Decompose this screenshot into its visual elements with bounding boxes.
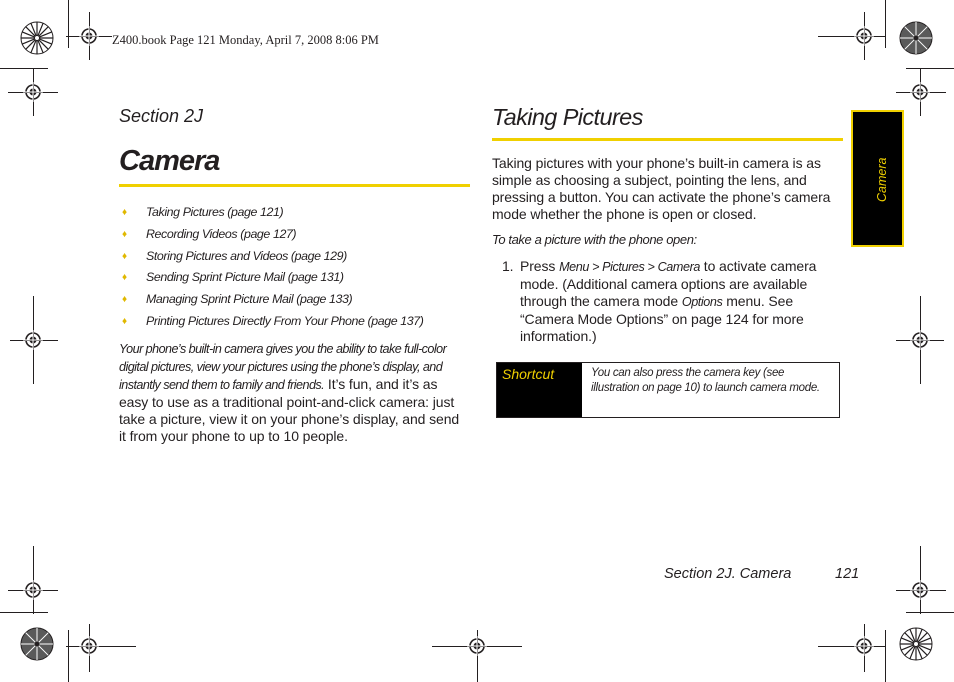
registration-target-icon (910, 82, 930, 102)
star-target-icon (20, 627, 54, 661)
diamond-bullet-icon: ♦ (122, 228, 127, 240)
registration-target-icon (910, 330, 930, 350)
side-tab-label: Camera (875, 157, 889, 202)
chapter-side-tab (851, 110, 904, 247)
registration-target-icon (854, 636, 874, 656)
step-text: to activate camera mode. (Additional camera options are available through the camera mode (520, 258, 817, 309)
footer-section: Section 2J. Camera (664, 566, 792, 582)
star-target-icon (899, 21, 933, 55)
toc-entry: Printing Pictures Directly From Your Phone (page 137) (146, 313, 424, 328)
menu-path: Menu > Pictures > Camera (559, 260, 700, 274)
print-header-stamp: Z400.book Page 121 Monday, April 7, 2008 8:06 PM (112, 33, 379, 47)
shortcut-callout (496, 362, 840, 418)
step-text-end: menu. See “Camera Mode Options” on page 124 for more information.) (520, 293, 804, 344)
page-number: 121 (835, 566, 860, 582)
list-item[interactable] (119, 224, 470, 246)
shortcut-text: You can also press the camera key (see illustration on page 10) to launch camera mode. (591, 367, 820, 394)
section-label: Section 2J (119, 106, 204, 126)
intro-lead: Your phone’s built-in camera gives you the ability to take full-color digital pictures, view your pictures using the phone’s display, and instantly send them to family and friends. (119, 342, 447, 392)
topic-rule (492, 138, 843, 141)
registration-target-icon (79, 636, 99, 656)
diamond-bullet-icon: ♦ (122, 207, 127, 218)
chapter-contents-list (119, 202, 470, 333)
star-target-icon (899, 627, 933, 661)
intro-paragraph (119, 340, 463, 445)
diamond-bullet-icon: ♦ (122, 250, 127, 262)
registration-target-icon (23, 580, 43, 600)
registration-target-icon (23, 82, 43, 102)
list-item[interactable] (119, 246, 470, 268)
topic-title: Taking Pictures (492, 104, 643, 130)
registration-target-icon (910, 580, 930, 600)
title-rule (119, 184, 470, 187)
list-item[interactable] (119, 202, 470, 224)
step-number: 1. (502, 258, 514, 274)
options-menu-name: Options (681, 295, 723, 309)
step-press: Press (520, 258, 560, 274)
chapter-title: Camera (119, 145, 220, 177)
star-target-icon (20, 21, 54, 55)
registration-target-icon (854, 26, 874, 46)
diamond-bullet-icon: ♦ (122, 315, 127, 327)
toc-entry: Storing Pictures and Videos (page 129) (146, 248, 347, 263)
registration-target-icon (23, 330, 43, 350)
registration-target-icon (79, 26, 99, 46)
list-item[interactable] (119, 311, 470, 333)
intro-body: It’s fun, and it’s as easy to use as a traditional point-and-click camera: just take a picture, view it on your phone’s display, and send it from your phone to up to 10 people. (119, 376, 460, 444)
topic-paragraph: Taking pictures with your phone’s built-in camera is as simple as choosing a subject, pointing the lens, and pressing a button. You can activate the phone’s camera mode whether the phone is open or closed. (492, 155, 831, 222)
list-item[interactable] (119, 289, 470, 311)
procedure-step (502, 258, 840, 345)
toc-entry: Recording Videos (page 127) (146, 226, 297, 241)
toc-entry: Taking Pictures (page 121) (146, 205, 284, 219)
toc-entry: Sending Sprint Picture Mail (page 131) (146, 270, 344, 285)
registration-target-icon (467, 636, 487, 656)
diamond-bullet-icon: ♦ (122, 294, 127, 306)
procedure-heading: To take a picture with the phone open: (492, 232, 697, 247)
list-item[interactable] (119, 267, 470, 289)
diamond-bullet-icon: ♦ (122, 272, 127, 284)
shortcut-label: Shortcut (497, 363, 582, 417)
toc-entry: Managing Sprint Picture Mail (page 133) (146, 292, 353, 307)
